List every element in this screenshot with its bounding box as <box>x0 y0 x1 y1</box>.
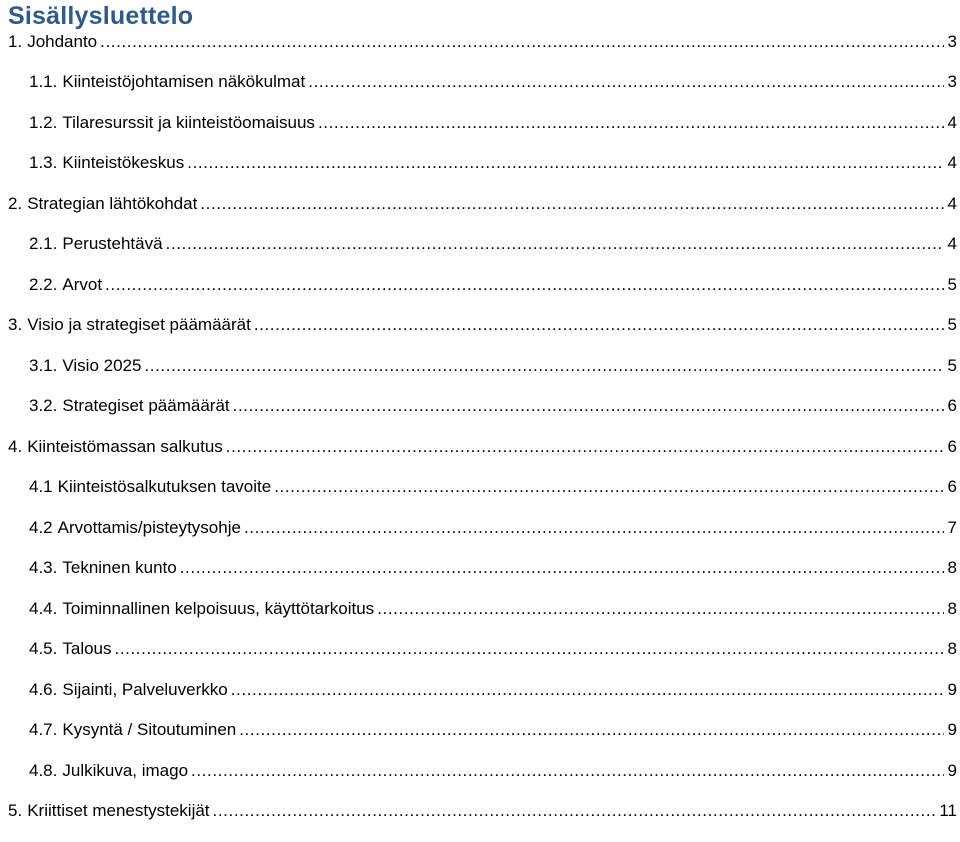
toc-entry-page-number: 9 <box>947 720 957 739</box>
toc-entry-page-number: 3 <box>947 72 957 91</box>
toc-entry-page-number: 5 <box>947 355 957 375</box>
toc-entry[interactable] <box>8 72 957 113</box>
toc-dot-leader <box>105 275 944 295</box>
toc-entry-text: Toiminnallinen kelpoisuus, käyttötarkoitus <box>62 598 375 618</box>
toc-entry[interactable] <box>8 639 957 680</box>
toc-entry[interactable] <box>8 32 957 72</box>
toc-entry-text: Arvot <box>62 274 103 294</box>
toc-entry-page-number: 5 <box>947 274 957 294</box>
toc-entry[interactable] <box>8 720 957 761</box>
toc-dot-leader <box>318 113 944 133</box>
toc-entry-page-number: 9 <box>947 679 957 699</box>
toc-entry-number: 3.1. <box>29 355 58 375</box>
toc-title: Sisällysluettelo <box>8 2 194 30</box>
toc-entry-number: 4.1 <box>29 477 53 496</box>
toc-entry-number: 4.6. <box>29 679 58 699</box>
toc-entry-number: 4.2 <box>29 517 53 537</box>
toc-dot-leader <box>200 194 944 214</box>
toc-dot-leader <box>308 72 944 92</box>
toc-entry[interactable] <box>8 558 957 599</box>
toc-dot-leader <box>244 518 944 538</box>
toc-dot-leader <box>231 680 944 700</box>
toc-entry-page-number: 4 <box>947 112 957 132</box>
toc-entry-text: Perustehtävä <box>62 234 163 253</box>
toc-dot-leader <box>239 720 944 740</box>
toc-dot-leader <box>377 599 944 619</box>
toc-list <box>8 32 957 842</box>
toc-entry[interactable] <box>8 761 957 802</box>
toc-entry-number: 4.7. <box>29 720 58 739</box>
toc-entry[interactable] <box>8 234 957 275</box>
toc-entry-page-number: 6 <box>947 396 957 415</box>
toc-entry-text: Arvottamis/pisteytysohje <box>57 517 241 537</box>
toc-entry-number: 5. <box>8 801 23 820</box>
toc-entry-number: 4.4. <box>29 598 58 618</box>
toc-entry-text: Sijainti, Palveluverkko <box>62 679 228 699</box>
toc-entry-number: 3.2. <box>29 396 58 415</box>
toc-entry-text: Tilaresurssit ja kiinteistöomaisuus <box>62 112 315 132</box>
toc-entry-number: 1.3. <box>29 153 58 172</box>
toc-dot-leader <box>187 153 944 173</box>
toc-entry-number: 4. <box>8 436 23 456</box>
toc-entry[interactable] <box>8 477 957 518</box>
toc-entry-number: 2.2. <box>29 274 58 294</box>
toc-dot-leader <box>213 801 937 821</box>
toc-entry-page-number: 4 <box>947 234 957 253</box>
toc-dot-leader <box>180 558 944 578</box>
toc-entry-page-number: 8 <box>947 598 957 618</box>
toc-entry[interactable] <box>8 680 957 721</box>
toc-dot-leader <box>274 477 944 497</box>
toc-entry-text: Strategiset päämäärät <box>62 396 230 415</box>
toc-entry-page-number: 6 <box>947 477 957 496</box>
toc-entry-page-number: 4 <box>947 193 957 213</box>
toc-entry-text: Kiinteistöjohtamisen näkökulmat <box>62 72 306 91</box>
toc-entry-number: 3. <box>8 315 23 334</box>
toc-entry-number: 4.5. <box>29 639 58 658</box>
toc-dot-leader <box>254 315 944 335</box>
toc-entry[interactable] <box>8 437 957 478</box>
toc-entry-text: Julkikuva, imago <box>62 760 189 780</box>
toc-entry-text: Johdanto <box>27 32 98 51</box>
toc-entry-text: Strategian lähtökohdat <box>27 193 198 213</box>
toc-entry-text: Visio 2025 <box>62 355 142 375</box>
toc-entry-text: Kriittiset menestystekijät <box>27 801 210 820</box>
toc-entry-number: 1.2. <box>29 112 58 132</box>
toc-entry-page-number: 3 <box>947 32 957 51</box>
toc-dot-leader <box>191 761 944 781</box>
toc-entry-number: 4.3. <box>29 558 58 577</box>
toc-entry[interactable] <box>8 518 957 559</box>
toc-entry[interactable] <box>8 275 957 316</box>
toc-entry[interactable] <box>8 113 957 154</box>
toc-entry-page-number: 11 <box>939 801 957 820</box>
toc-entry-page-number: 8 <box>947 639 957 658</box>
toc-entry[interactable] <box>8 153 957 194</box>
toc-entry-text: Kiinteistömassan salkutus <box>27 436 223 456</box>
toc-entry[interactable] <box>8 194 957 235</box>
toc-entry-number: 1.1. <box>29 72 58 91</box>
toc-entry-text: Kysyntä / Sitoutuminen <box>62 720 237 739</box>
toc-dot-leader <box>233 396 944 416</box>
toc-entry-number: 4.8. <box>29 760 58 780</box>
toc-entry-page-number: 6 <box>947 436 957 456</box>
toc-entry-number: 2.1. <box>29 234 58 253</box>
table-of-contents <box>8 0 957 842</box>
toc-entry[interactable] <box>8 315 957 356</box>
toc-entry[interactable] <box>8 396 957 437</box>
toc-entry[interactable] <box>8 801 957 842</box>
toc-entry-page-number: 4 <box>947 153 957 172</box>
toc-entry-text: Kiinteistösalkutuksen tavoite <box>57 477 272 496</box>
toc-entry-text: Visio ja strategiset päämäärät <box>27 315 251 334</box>
toc-dot-leader <box>166 234 944 254</box>
toc-dot-leader <box>100 32 944 52</box>
toc-entry[interactable] <box>8 599 957 640</box>
toc-dot-leader <box>115 639 945 659</box>
toc-entry-text: Talous <box>62 639 112 658</box>
toc-entry-page-number: 9 <box>947 760 957 780</box>
toc-entry-text: Tekninen kunto <box>62 558 177 577</box>
toc-dot-leader <box>226 437 944 457</box>
toc-entry-page-number: 7 <box>947 517 957 537</box>
toc-entry-number: 2. <box>8 193 23 213</box>
toc-entry-page-number: 5 <box>947 315 957 334</box>
toc-entry-text: Kiinteistökeskus <box>62 153 185 172</box>
toc-entry-number: 1. <box>8 32 23 51</box>
toc-entry-page-number: 8 <box>947 558 957 577</box>
toc-dot-leader <box>144 356 944 376</box>
toc-entry[interactable] <box>8 356 957 397</box>
